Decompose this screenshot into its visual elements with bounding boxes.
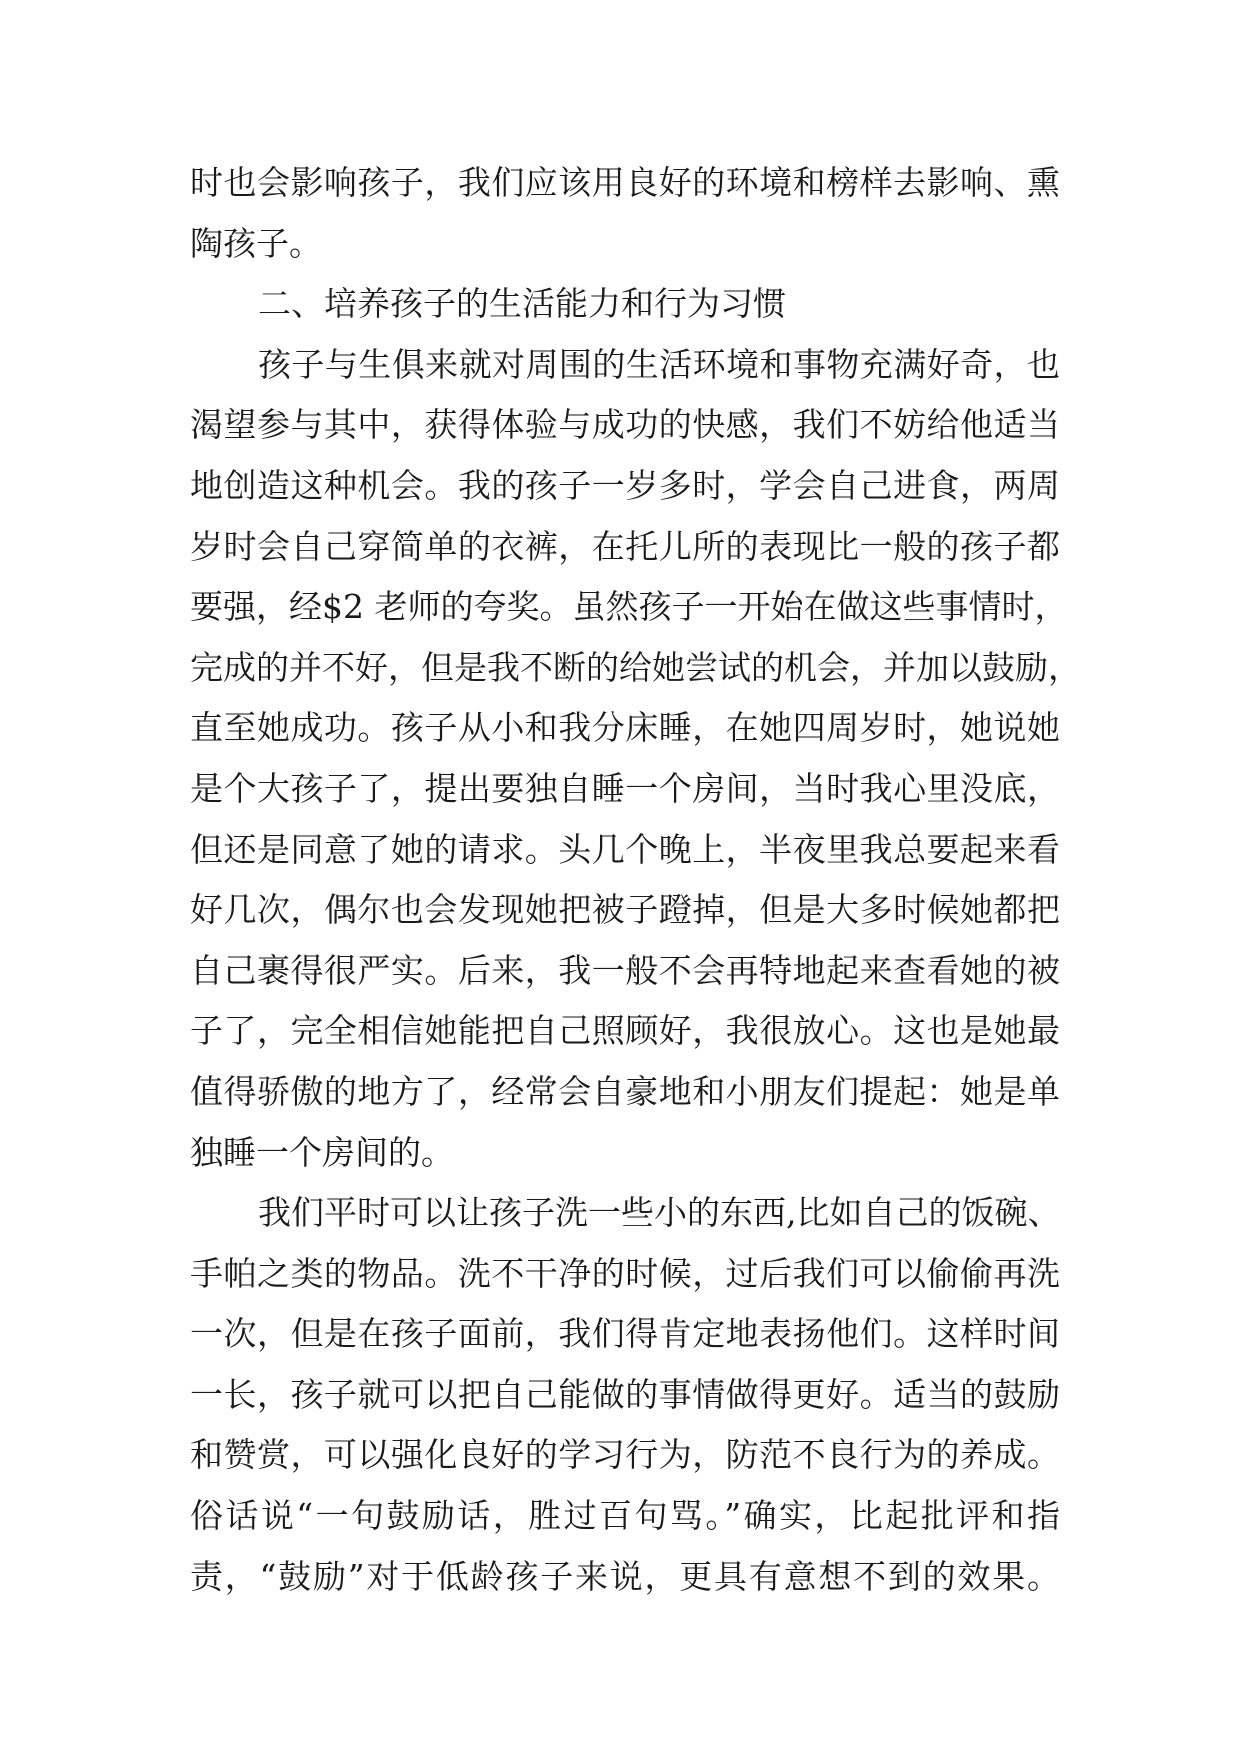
text-line: 责，“鼓励”对于低龄孩子来说，更具有意想不到的效果。 [190,1556,1060,1596]
text-line: 直至她成功。孩子从小和我分床睡，在她四周岁时，她说她 [190,708,1060,748]
text-line: 渴望参与其中，获得体验与成功的快感，我们不妨给他适当 [190,405,1060,445]
text-line: 俗话说“一句鼓励话，胜过百句骂。”确实，比起批评和指 [190,1496,1060,1536]
body-text [190,153,1081,1607]
text-line: 值得骄傲的地方了，经常会自豪地和小朋友们提起：她是单 [190,1071,1060,1111]
text-line: 和赞赏，可以强化良好的学习行为，防范不良行为的养成。 [190,1435,1060,1475]
text-line: 陶孩子。 [190,223,322,263]
text-line: 好几次，偶尔也会发现她把被子蹬掉，但是大多时候她都把 [190,890,1060,930]
text-line: 地创造这种机会。我的孩子一岁多时，学会自己进食，两周 [190,465,1060,505]
text-line: 二、培养孩子的生活能力和行为习惯 [258,284,786,324]
text-line: 自己裹得很严实。后来，我一般不会再特地起来查看她的被 [190,950,1060,990]
text-line: 独睡一个房间的。 [190,1132,454,1172]
text-line: 岁时会自己穿简单的衣裤，在托儿所的表现比一般的孩子都 [190,526,1060,566]
text-line: 完成的并不好，但是我不断的给她尝试的机会，并加以鼓励， [190,647,1081,687]
text-line: 我们平时可以让孩子洗一些小的东西,比如自己的饭碗、 [258,1193,1061,1233]
text-line: 要强，经$2 老师的夸奖。虽然孩子一开始在做这些事情时， [190,587,1068,627]
text-line: 一次，但是在孩子面前，我们得肯定地表扬他们。这样时间 [190,1314,1060,1354]
text-line: 手帕之类的物品。洗不干净的时候，过后我们可以偷偷再洗 [190,1253,1060,1293]
text-line: 孩子与生俱来就对周围的生活环境和事物充满好奇，也 [258,344,1060,384]
text-line: 是个大孩子了，提出要独自睡一个房间，当时我心里没底， [190,768,1060,808]
text-line: 子了，完全相信她能把自己照顾好，我很放心。这也是她最 [190,1011,1060,1051]
text-line: 一长，孩子就可以把自己能做的事情做得更好。适当的鼓励 [190,1374,1060,1414]
text-line: 但还是同意了她的请求。头几个晚上，半夜里我总要起来看 [190,829,1060,869]
text-line: 时也会影响孩子，我们应该用良好的环境和榜样去影响、熏 [190,163,1060,202]
